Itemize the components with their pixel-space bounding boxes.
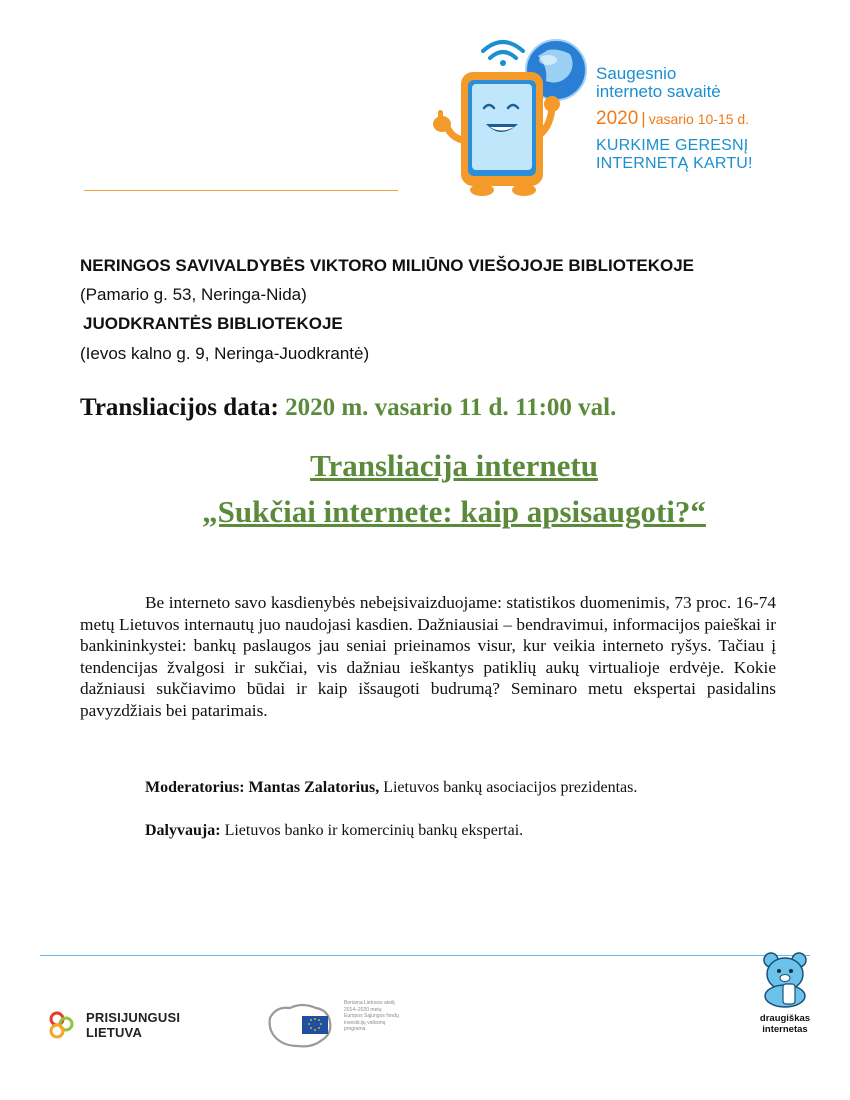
bear-mascot-icon [757, 950, 813, 1008]
pl-rings-icon [46, 1010, 76, 1040]
campaign-logo-text [596, 65, 796, 173]
footer-divider [40, 955, 810, 956]
campaign-title-line2: interneto savaitė [596, 82, 721, 101]
moderator-line [145, 779, 637, 797]
eu-funds-text: Boriama Lietuvos ateitį 2014–2020 metų Europos Sąjungos fondų investicijų veiksmų programa [344, 1000, 399, 1032]
broadcast-date-value: 2020 m. vasario 11 d. 11:00 val. [285, 394, 617, 421]
header-divider [84, 190, 398, 191]
moderator-label: Moderatorius: Mantas Zalatorius, [145, 779, 380, 796]
lithuania-map-eu-flag-icon [266, 1000, 334, 1050]
venue2-name: JUODKRANTĖS BIBLIOTEKOJE [83, 314, 343, 333]
campaign-separator: | [641, 109, 646, 128]
venue2-address: (Ievos kalno g. 9, Neringa-Juodkrantė) [80, 344, 370, 363]
campaign-slogan [596, 137, 796, 173]
campaign-date-row [596, 109, 796, 129]
campaign-title-line1: Saugesnio [596, 64, 677, 83]
venue1-name: NERINGOS SAVIVALDYBĖS VIKTORO MILIŪNO VIEŠOJOJE BIBLIOTEKOJE [80, 256, 694, 275]
campaign-dates: vasario 10-15 d. [648, 111, 750, 127]
pl-line2: LIETUVA [86, 1025, 143, 1040]
broadcast-date-label: Transliacijos data: [80, 394, 279, 421]
di-line1: draugiškas [759, 1013, 811, 1024]
eu-funds-logo [266, 1000, 400, 1050]
venue1-address: (Pamario g. 53, Neringa-Nida) [80, 285, 307, 304]
participants-label: Dalyvauja: [145, 822, 221, 839]
event-description: Be interneto savo kasdienybės nebeįsivaizduojame: statistikos duomenimis, 73 proc. 16-74 metų Lietuvos internautų juo naudojasi kasdien. Dažniausiai – bendravimui, informacijos paieškai ir bankininkystei: bankų paslaugos jau seniai prieinamos visur, kur veikia interneto ryšys. Tačiau į tendencijas žvalgosi ir sukčiai, vis dažniau ieškantys patiklių aukų virtualioje erdvėje. Kokie dažniausi sukčiavimo būdai ir kaip išsaugoti budrumą? Seminaro metu ekspertai pasidalins pavyzdžiais bei patarimais. [80, 593, 776, 720]
campaign-slogan-line1: KURKIME GERESNĮ [596, 137, 749, 154]
participants-text: Lietuvos banko ir komercinių bankų ekspertai. [220, 822, 524, 839]
di-line2: internetas [762, 1024, 808, 1035]
campaign-year: 2020 [596, 108, 639, 129]
draugiskas-internetas-logo [754, 950, 816, 1035]
broadcast-date [80, 394, 616, 422]
prisijungusi-lietuva-logo [46, 1010, 180, 1040]
event-title-line1: Transliacija internetu [310, 448, 598, 483]
pl-line1: PRISIJUNGUSI [86, 1010, 181, 1025]
tablet-mascot-icon [428, 36, 593, 198]
event-title-line2: „Sukčiai internete: kaip apsisaugoti?“ [202, 494, 706, 529]
campaign-slogan-line2: INTERNETĄ KARTU! [596, 155, 753, 172]
moderator-text: Lietuvos bankų asociacijos prezidentas. [379, 779, 638, 796]
participants-line [145, 822, 523, 840]
